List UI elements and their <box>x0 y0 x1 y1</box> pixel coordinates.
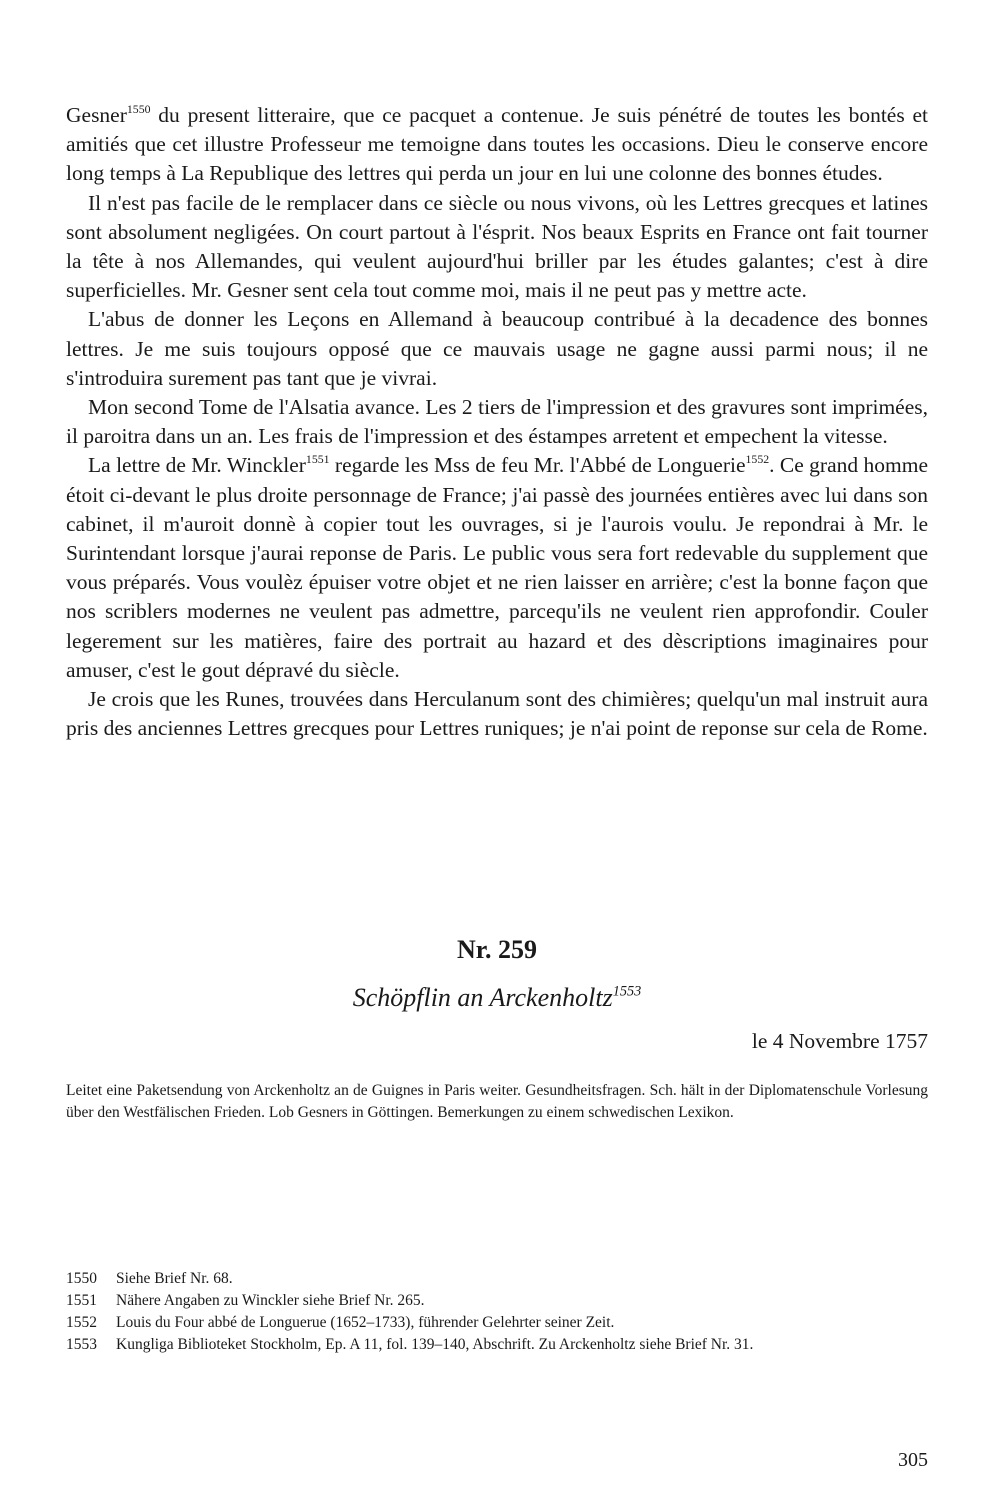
paragraph-text: Gesner <box>66 103 127 127</box>
footnote-ref: 1551 <box>305 452 330 467</box>
letter-title <box>66 983 928 1013</box>
paragraph: Mon second Tome de l'Alsatia avance. Les 2 tiers de l'impression et des gravures sont imprimées, il paroitra dans un an. Les frais de l'impression et des éstampes arretent et empechent la vitesse. <box>66 395 928 449</box>
footnote-ref: 1553 <box>612 983 642 1000</box>
footnote-number: 1551 <box>66 1292 97 1309</box>
footnote-text: Louis du Four abbé de Longuerue (1652–1733), führender Gelehrter seiner Zeit. <box>116 1314 615 1331</box>
footnote-ref: 1550 <box>126 102 151 117</box>
footnote-text: Siehe Brief Nr. 68. <box>116 1270 233 1287</box>
paragraph: L'abus de donner les Leçons en Allemand à beaucoup contribué à la decadence des bonnes lettres. Je me suis toujours opposé que ce mauvais usage ne gagne aussi parmi nous; il ne s'introduira surement pas tant que je vivrai. <box>66 307 928 390</box>
footnote-number: 1553 <box>66 1336 97 1353</box>
letter-number: Nr. 259 <box>457 935 537 964</box>
footnote-text: Nähere Angaben zu Winckler siehe Brief Nr. 265. <box>116 1292 425 1309</box>
paragraph-text: La lettre de Mr. Winckler <box>88 453 306 478</box>
footnote-number: 1550 <box>66 1270 97 1287</box>
footnote-number: 1552 <box>66 1314 97 1331</box>
paragraph-text: du present litteraire, que ce pacquet a contenue. Je suis pénétré de toutes les bontés et amitiés que cet illustre Professeur me temoigne dans toutes les occasions. Dieu le conserve encore long temps à La Republique des lettres qui perda un jour en lui une colonne des bonnes études. <box>66 103 928 186</box>
paragraph <box>66 101 928 189</box>
paragraph <box>66 451 928 685</box>
letter-body <box>66 101 928 743</box>
paragraph-text: regarde les Mss de feu Mr. l'Abbé de Longuerie <box>329 453 746 478</box>
footnote <box>66 1290 928 1312</box>
paragraph: Il n'est pas facile de le remplacer dans ce siècle ou nous vivons, où les Lettres grecques et latines sont absolument negligées. On court partout à l'ésprit. Nos beaux Esprits en France ont fait tourner la tête à nos Allemandes, qui veulent aujourd'hui briller par les études galantes; c'est à dire superficielles. Mr. Gesner sent cela tout comme moi, mais il ne peut pas y mettre acte. <box>66 190 928 303</box>
paragraph: Je crois que les Runes, trouvées dans Herculanum sont des chimières; quelqu'un mal instruit aura pris des anciennes Lettres grecques pour Lettres runiques; je n'ai point de reponse sur cela de Rome. <box>66 687 928 741</box>
footnote <box>66 1268 928 1290</box>
letter-title-text: Schöpflin an Arckenholtz <box>352 983 613 1012</box>
footnote-ref: 1552 <box>745 452 770 467</box>
letter-date: le 4 Novembre 1757 <box>751 1029 928 1053</box>
page-number: 305 <box>898 1449 928 1471</box>
footnotes <box>66 1268 928 1356</box>
footnote <box>66 1334 928 1356</box>
footnote-text: Kungliga Biblioteket Stockholm, Ep. A 11, fol. 139–140, Abschrift. Zu Arckenholtz siehe Brief Nr. 31. <box>116 1336 754 1353</box>
letter-summary: Leitet eine Paketsendung von Arckenholtz an de Guignes in Paris weiter. Gesundheitsfragen. Sch. hält in der Diplomatenschule Vorlesung über den Westfälischen Frieden. Lob Gesners in Göttingen. Bemerkungen zu einem schwedischen Lexikon. <box>66 1082 928 1121</box>
paragraph-text: . Ce grand homme étoit ci-devant le plus droite personnage de France; j'ai passè des journées entières avec lui dans son cabinet, il m'auroit donnè à copier tout les ouvrages, si je l'aurois voulu. Je repondrai à Mr. le Surintendant lorsque j'aurai reponse de Paris. Le public vous sera fort redevable du supplement que vous préparés. Vous voulèz épuiser votre objet et ne rien laisser en arrière; c'est la bonne façon que nos scriblers modernes ne veulent pas admettre, parcequ'ils ne veulent rien approfondir. Couler legerement sur les matières, faire des portrait au hazard et des dèscriptions imaginaires pour amuser, c'est le gout dépravé du siècle. <box>66 453 928 682</box>
footnote <box>66 1312 928 1334</box>
